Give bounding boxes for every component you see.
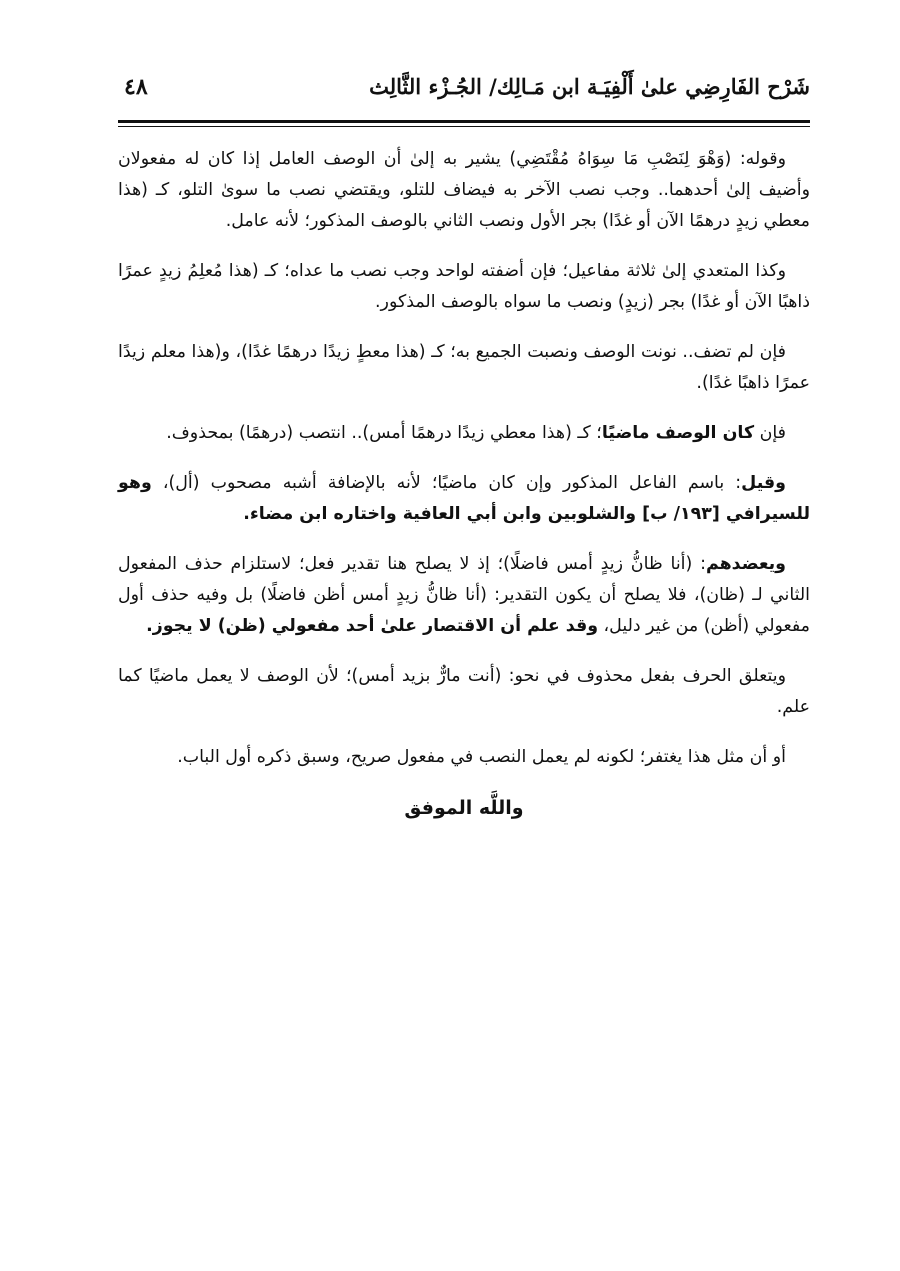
paragraph	[118, 256, 810, 318]
page-number: ٤٨	[124, 74, 148, 100]
text-segment: : باسم الفاعل المذكور وإن كان ماضيًا؛ لأنه بالإضافة أشبه مصحوب (أل)،	[151, 473, 742, 493]
running-header	[118, 68, 810, 114]
bold-text-segment: وقد علم أن الاقتصار علىٰ أحد مفعولي (ظن) لا يجوز.	[146, 616, 599, 636]
closing-phrase: واللَّه الموفق	[404, 797, 524, 819]
paragraph-list	[118, 144, 810, 773]
text-segment: أو أن مثل هذا يغتفر؛ لكونه لم يعمل النصب في مفعول صريح، وسبق ذكره أول الباب.	[177, 747, 786, 767]
paragraph	[118, 418, 810, 449]
text-segment: : (أنا ظانُّ زيدٍ أمس فاضلًا)؛ إذ لا يصلح هنا تقدير فعل؛ لاستلزام حذف المفعول الثاني لـ (ظان)، فلا يصلح أن يكون التقدير: (أنا ظانُّ زيدٍ أمس أظن فاضلًا) بل وفيه حذف أول مفعولي (أظن) من غير دليل،	[118, 554, 810, 636]
header-rule-thick	[118, 120, 810, 123]
book-page	[118, 68, 810, 819]
bold-text-segment: كان الوصف ماضيًا	[601, 423, 755, 443]
text-segment: وكذا المتعدي إلىٰ ثلاثة مفاعيل؛ فإن أضفته لواحد وجب نصب ما عداه؛ كـ (هذا مُعلِمُ زيدٍ عمرًا ذاهبًا الآن أو غدًا) بجر (زيدٍ) ونصب ما سواه بالوصف المذكور.	[118, 261, 810, 312]
text-segment: ويتعلق الحرف بفعل محذوف في نحو: (أنت مارٌّ بزيد أمس)؛ لأن الوصف لا يعمل ماضيًا كما علم.	[118, 666, 810, 717]
paragraph	[118, 742, 810, 773]
bold-text-segment: ويعضدهم	[705, 554, 786, 574]
page-body	[118, 144, 810, 824]
text-segment: ؛ كـ (هذا معطي زيدًا درهمًا أمس).. انتصب (درهمًا) بمحذوف.	[166, 423, 602, 443]
paragraph	[118, 549, 810, 642]
paragraph	[118, 337, 810, 399]
header-title: شَرْح الفَارِضِي علىٰ أَلْفِيَـة ابن مَـالِك/ الجُـزْء الثَّالِث	[369, 74, 810, 99]
bold-text-segment: وقيل	[741, 473, 786, 493]
text-segment: فإن	[754, 423, 786, 443]
paragraph	[118, 144, 810, 237]
header-rule-thin	[118, 126, 810, 127]
text-segment: وقوله: (وَهْوَ لِنَصْبِ مَا سِوَاهُ مُقْتَضِي) يشير به إلىٰ أن الوصف العامل إذا كان له مفعولان وأضيف إلىٰ أحدهما.. وجب نصب الآخر به فيضاف للتلو، ويقتضي نصب ما سوىٰ التلو، كـ (هذا معطي زيدٍ درهمًا الآن أو غدًا) بجر الأول ونصب الثاني بالوصف المذكور؛ لأنه عامل.	[118, 149, 810, 231]
paragraph	[118, 661, 810, 723]
paragraph	[118, 468, 810, 530]
bold-text-segment: وهو للسيرافي [١٩٣/ ب] والشلوبين وابن أبي العافية واختاره ابن مضاء.	[118, 473, 810, 524]
text-segment: فإن لم تضف.. نونت الوصف ونصبت الجميع به؛ كـ (هذا معطٍ زيدًا درهمًا غدًا)، و(هذا معلم زيدًا عمرًا ذاهبًا غدًا).	[118, 342, 810, 393]
